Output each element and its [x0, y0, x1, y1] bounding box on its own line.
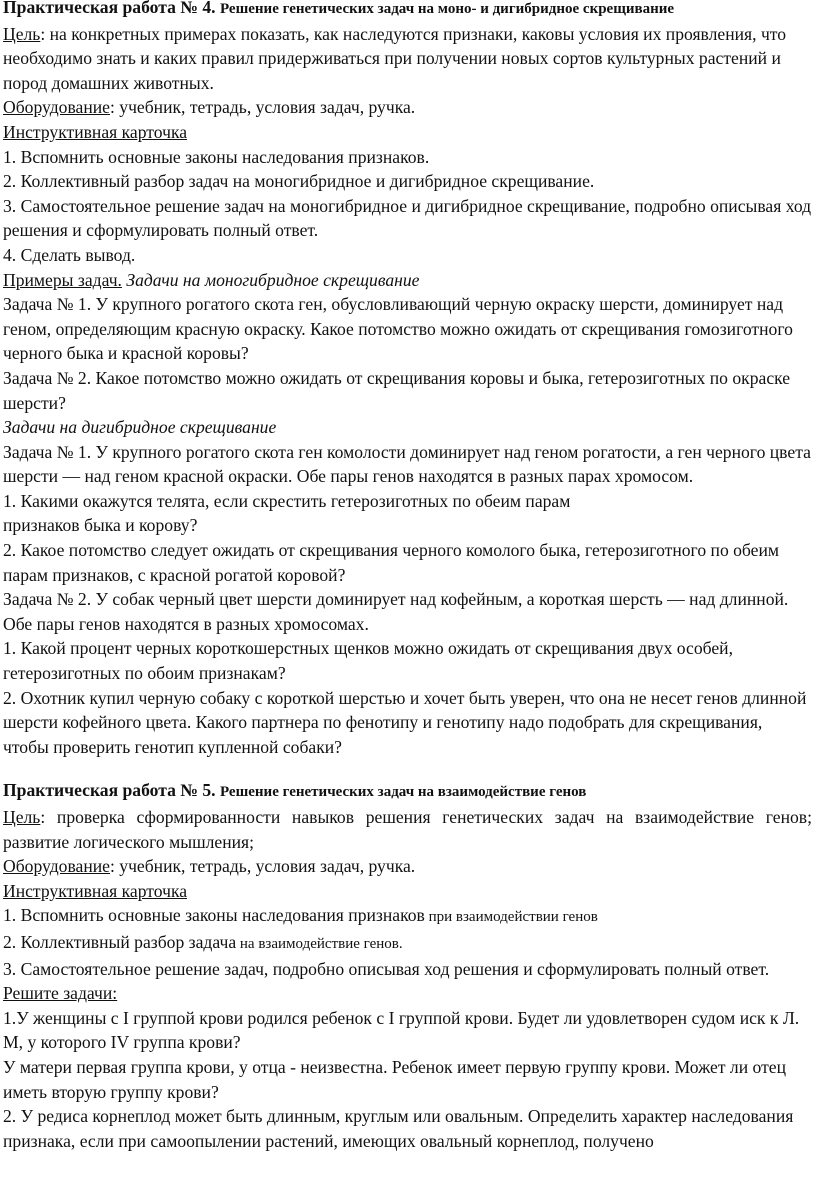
- pr5-card-label: Инструктивная карточка: [3, 880, 188, 901]
- pr4-mono-task-1: Задача № 1. У крупного рогатого скота ген, обусловливающий черную окраску шерсти, доминирует над геном, определяющим красную окраску. Какое потомство можно ожидать от скрещивания гомозиготного черного быка и красной коровы?: [3, 294, 793, 364]
- pr4-equipment: [3, 95, 812, 120]
- pr5-title: [3, 778, 812, 805]
- pr5-title-sub: Решение генетических задач на взаимодействие генов: [219, 784, 587, 801]
- pr5-step-1-small: при взаимодействии генов: [424, 909, 598, 926]
- pr4-di-task-1: Задача № 1. У крупного рогатого скота ген комолости доминирует над геном рогатости, а ген черного цвета шерсти — над геном красной окраски. Обе пары генов находятся в разных парах хромосом.: [3, 441, 811, 487]
- pr4-di-task-2-q1: 1. Какой процент черных короткошерстных щенков можно ожидать от скрещивания двух особей, гетерозиготных по обоим признакам?: [3, 638, 733, 684]
- pr4-mono-task-2: Задача № 2. Какое потомство можно ожидать от скрещивания коровы и быка, гетерозиготных по окраске шерсти?: [3, 367, 791, 413]
- pr5-equipment: [3, 854, 812, 879]
- pr4-di-task-1-q1b: признаков быка и корову?: [3, 515, 198, 536]
- pr4-step-2: 2. Коллективный разбор задач на моногибридное и дигибридное скрещивание.: [3, 171, 595, 192]
- pr5-step-3: 3. Самостоятельное решение задач, подробно описывая ход решения и сформулировать полный ответ.: [3, 958, 770, 979]
- pr4-examples-heading: [3, 268, 812, 293]
- pr4-di-task-1-q1a: 1. Какими окажутся телята, если скрестить гетерозиготных по обеим парам: [3, 490, 571, 511]
- pr4-step-1: 1. Вспомнить основные законы наследования признаков.: [3, 146, 430, 167]
- pr4-examples-label: Примеры задач.: [3, 269, 122, 290]
- pr5-equip-label: Оборудование: [3, 856, 110, 877]
- pr4-title-main: Практическая работа № 4.: [3, 0, 216, 17]
- pr4-title: [3, 0, 812, 22]
- pr4-di-heading: Задачи на дигибридное скрещивание: [3, 417, 277, 438]
- pr5-step-2-small: на взаимодействие генов.: [236, 935, 403, 952]
- pr5-step-2-text: 2. Коллективный разбор задача: [3, 931, 237, 952]
- pr4-goal: [3, 22, 812, 96]
- pr5-solve-label: Решите задачи:: [3, 983, 118, 1004]
- pr5-goal-label: Цель: [3, 807, 41, 827]
- pr5-goal: [3, 805, 812, 830]
- pr5-task-2: 2. У редиса корнеплод может быть длинным, круглым или овальным. Определить характер наследования признака, если при самоопылении растений, имеющих овальный корнеплод, получено: [3, 1106, 794, 1151]
- pr5-step-1: [3, 903, 812, 930]
- pr5-title-main: Практическая работа № 5.: [3, 780, 216, 801]
- pr5-task-1: 1.У женщины с I группой крови родился ребенок с I группой крови. Будет ли удовлетворен судом иск к Л. М, у которого IV группа крови?: [3, 1007, 800, 1053]
- pr4-goal-label: Цель: [3, 23, 41, 44]
- pr4-card-label: Инструктивная карточка: [3, 121, 188, 142]
- pr4-equip-text: : учебник, тетрадь, условия задач, ручка.: [109, 97, 416, 118]
- pr4-step-3: 3. Самостоятельное решение задач на моногибридное и дигибридное скрещивание, подробно описывая ход решения и сформулировать полный ответ.: [3, 195, 812, 241]
- pr4-di-task-1-q2: 2. Какое потомство следует ожидать от скрещивания черного комолого быка, гетерозиготного по обеим парам признаков, с красной рогатой коровой?: [3, 540, 780, 585]
- pr5-step-1-text: 1. Вспомнить основные законы наследования признаков: [3, 905, 425, 926]
- pr5-goal-text: : проверка сформированности навыков решения генетических задач на взаимодействие генов;: [40, 807, 812, 827]
- pr4-goal-text: : на конкретных примерах показать, как наследуются признаки, каковы условия их проявления, что необходимо знать и каких правил придерживаться при получении новых сортов культурных растений и пород домашних животных.: [3, 23, 787, 93]
- pr4-equip-label: Оборудование: [3, 97, 110, 118]
- pr4-mono-heading: Задачи на моногибридное скрещивание: [121, 269, 420, 290]
- pr5-step-2: [3, 930, 812, 957]
- pr4-title-sub: Решение генетических задач на моно- и дигибридное скрещивание: [219, 1, 675, 17]
- pr4-step-4: 4. Сделать вывод.: [3, 244, 136, 265]
- pr5-goal-line-2: развитие логического мышления;: [3, 831, 255, 852]
- pr5-equip-text: : учебник, тетрадь, условия задач, ручка.: [109, 856, 416, 877]
- pr4-di-task-2: Задача № 2. У собак черный цвет шерсти доминирует над кофейным, а короткая шерсть — над длинной. Обе пары генов находятся в разных хромосомах.: [3, 589, 789, 634]
- pr4-di-task-2-q2: 2. Охотник купил черную собаку с короткой шерстью и хочет быть уверен, что она не несет генов длинной шерсти кофейного цвета. Какого партнера по фенотипу и генотипу надо подобрать для скрещивания, чтобы проверить генотип купленной собаки?: [3, 687, 807, 757]
- pr5-task-1b: У матери первая группа крови, у отца - неизвестна. Ребенок имеет первую группу крови. Может ли отец иметь вторую группу крови?: [3, 1056, 786, 1102]
